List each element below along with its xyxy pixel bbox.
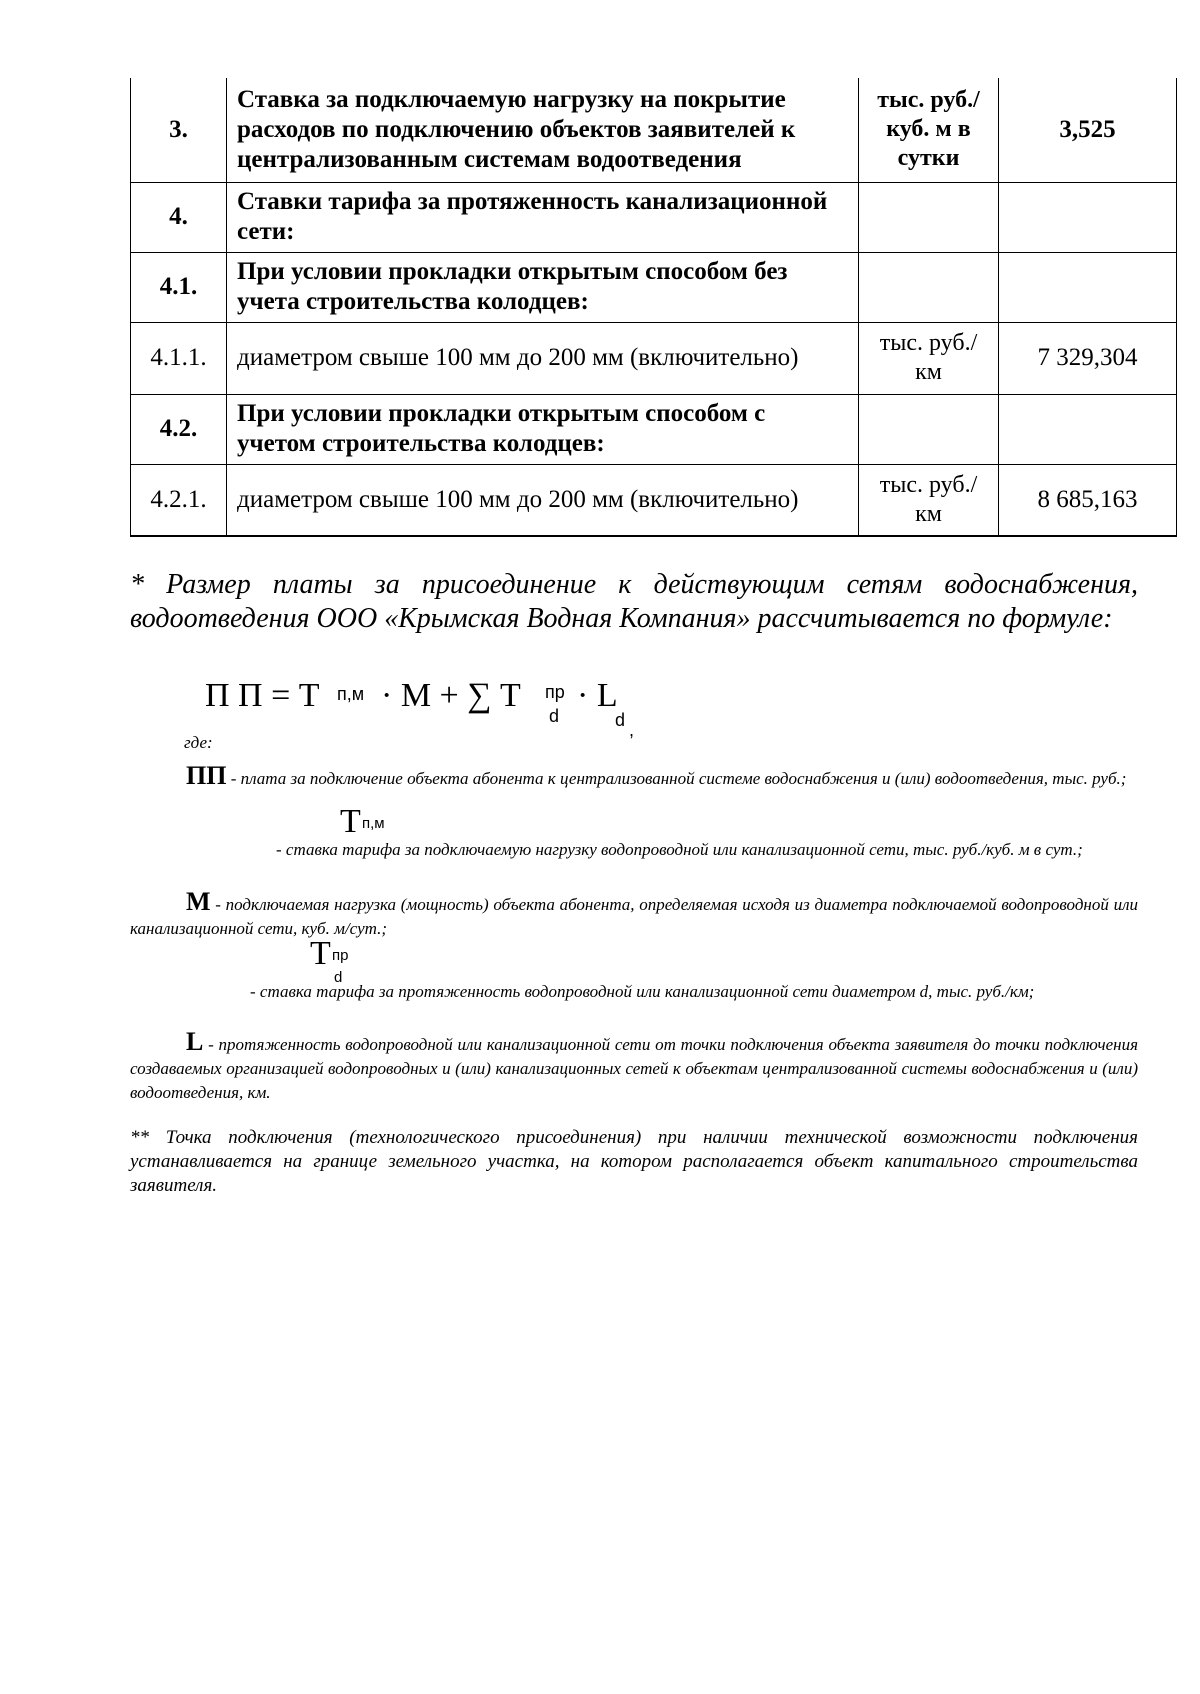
symbol-sup-pr: пр: [332, 947, 349, 964]
symbol-pp: ПП: [186, 761, 227, 790]
definition-tpr: [130, 935, 1138, 1004]
definition-tpm: [130, 803, 1138, 890]
footnote-formula-intro: * Размер платы за присоединение к действующим сетям водоснабжения, водоотведения ООО «Крымская Водная Компания» рассчитывается по формуле:: [130, 569, 1138, 634]
row-unit: [859, 182, 999, 252]
row-value: [999, 252, 1177, 322]
symbol-sup-pm: п,м: [362, 815, 385, 832]
symbol-l: L: [186, 1027, 204, 1056]
table-row: [131, 252, 1177, 322]
row-number: 4.2.1.: [131, 464, 227, 536]
row-value: 7 329,304: [999, 322, 1177, 394]
row-number: 3.: [131, 78, 227, 182]
row-number: 4.: [131, 182, 227, 252]
where-label: где:: [184, 733, 213, 752]
row-number: 4.2.: [131, 394, 227, 464]
table-row: [131, 322, 1177, 394]
definition-text: - подключаемая нагрузка (мощность) объекта абонента, определяемая исходя из диаметра подключаемой водопроводной или канализационной сети, куб. м/сут.;: [130, 895, 1138, 938]
row-unit: [859, 252, 999, 322]
row-name: Ставка за подключаемую нагрузку на покрытие расходов по подключению объектов заявителей к централизованным системам водоотведения: [227, 78, 859, 182]
row-unit: тыс. руб./ куб. м в сутки: [859, 78, 999, 182]
formula-sup-pr: пр: [545, 682, 565, 702]
symbol-sub-d: d: [334, 969, 343, 986]
symbol-t: Т: [340, 803, 361, 840]
definition-text: - ставка тарифа за подключаемую нагрузку водопроводной или канализационной сети, тыс. руб./куб. м в сут.;: [276, 840, 1083, 859]
formula-sub-d: d: [549, 706, 560, 726]
row-name: При условии прокладки открытым способом без учета строительства колодцев:: [227, 252, 859, 322]
row-unit: тыс. руб./км: [859, 322, 999, 394]
definition-text: - ставка тарифа за протяженность водопроводной или канализационной сети диаметром d, тыс. руб./км;: [250, 982, 1035, 1001]
footnote-connection-point: ** Точка подключения (технологического присоединения) при наличии технической возможности подключения устанавливается на границе земельного участка, на котором располагается объект капитального строительства заявителя.: [130, 1127, 1138, 1196]
payment-formula: [205, 662, 725, 740]
table-row: [131, 78, 1177, 182]
formula-comma: ,: [629, 720, 635, 740]
table-row: [131, 464, 1177, 536]
formula-middle: · М + ∑ Т: [381, 677, 521, 714]
formula-lhs: П П = Т: [205, 677, 320, 714]
row-name: диаметром свыше 100 мм до 200 мм (включительно): [227, 322, 859, 394]
symbol-t: Т: [310, 935, 331, 972]
row-value: [999, 394, 1177, 464]
table-row: [131, 394, 1177, 464]
definition-m: [130, 887, 1138, 941]
row-value: 8 685,163: [999, 464, 1177, 536]
definition-text: - протяженность водопроводной или канализационной сети от точки подключения объекта заявителя до точки подключения создаваемых организацией водопроводных и (или) канализационных сетей к объектам централизованной системы водоснабжения и (или) водоотведения, км.: [130, 1035, 1138, 1102]
row-unit: тыс. руб./км: [859, 464, 999, 536]
row-number: 4.1.1.: [131, 322, 227, 394]
formula-tail: · L: [577, 677, 618, 714]
row-number: 4.1.: [131, 252, 227, 322]
row-value: 3,525: [999, 78, 1177, 182]
symbol-m: М: [186, 887, 211, 916]
table-row: [131, 182, 1177, 252]
formula-sub-d2: d: [615, 710, 626, 730]
row-name: При условии прокладки открытым способом с учетом строительства колодцев:: [227, 394, 859, 464]
row-value: [999, 182, 1177, 252]
formula-sup-pm: п,м: [337, 684, 365, 704]
row-name: Ставки тарифа за протяженность канализационной сети:: [227, 182, 859, 252]
definition-l: [130, 1027, 1138, 1105]
tariff-table: [130, 78, 1177, 537]
definition-text: - плата за подключение объекта абонента к централизованной системе водоснабжения и (или) водоотведения, тыс. руб.;: [226, 769, 1127, 788]
row-unit: [859, 394, 999, 464]
row-name: диаметром свыше 100 мм до 200 мм (включительно): [227, 464, 859, 536]
definition-pp: [130, 761, 1138, 791]
